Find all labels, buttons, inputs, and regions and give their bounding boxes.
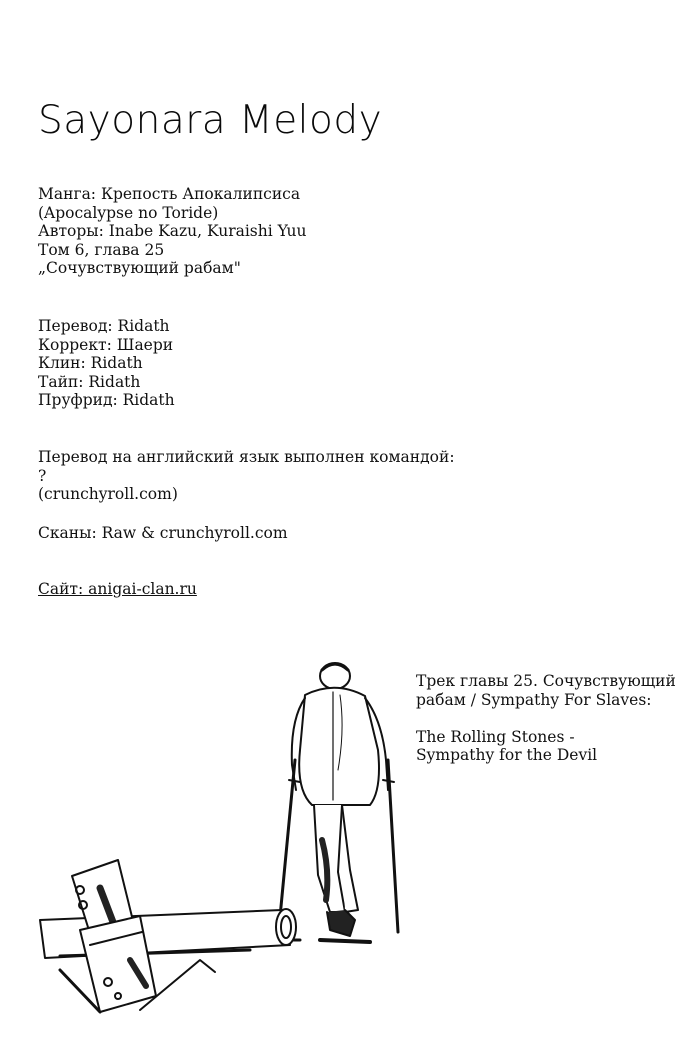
scans-source: Сканы: Raw & crunchyroll.com [38, 524, 288, 542]
english-team: ? [38, 466, 47, 485]
credit-clean: Клин: Ridath [38, 354, 143, 373]
track-song: Sympathy for the Devil [416, 746, 598, 765]
manga-info [38, 185, 306, 278]
manga-original-name: (Apocalypse no Toride) [38, 203, 219, 222]
credit-correction: Коррект: Шаери [38, 335, 174, 354]
volume-chapter: Том 6, глава 25 [38, 240, 165, 259]
track-line-1: Трек главы 25. Сочувствующий [416, 672, 676, 690]
man-with-crutches-illustration [0, 640, 470, 1046]
track-artist: The Rolling Stones - [416, 727, 575, 746]
chapter-title: „Сочувствующий рабам" [38, 259, 241, 278]
english-translation-label: Перевод на английский язык выполнен командой: [38, 448, 455, 466]
credit-translation: Перевод: Ridath [38, 317, 170, 335]
track-line-2: рабам / Sympathy For Slaves: [416, 690, 652, 709]
english-translation-info [38, 448, 455, 504]
manga-authors: Авторы: Inabe Kazu, Kuraishi Yuu [38, 222, 307, 241]
page-title: Sayonara Melody [38, 98, 383, 143]
manga-name: Манга: Крепость Апокалипсиса [38, 185, 301, 203]
credit-proofread: Пруфрид: Ridath [38, 391, 175, 410]
site-link[interactable]: Сайт: anigai-clan.ru [38, 580, 197, 598]
team-credits [38, 317, 175, 410]
english-source: (crunchyroll.com) [38, 485, 178, 504]
credit-typeset: Тайп: Ridath [38, 372, 141, 391]
